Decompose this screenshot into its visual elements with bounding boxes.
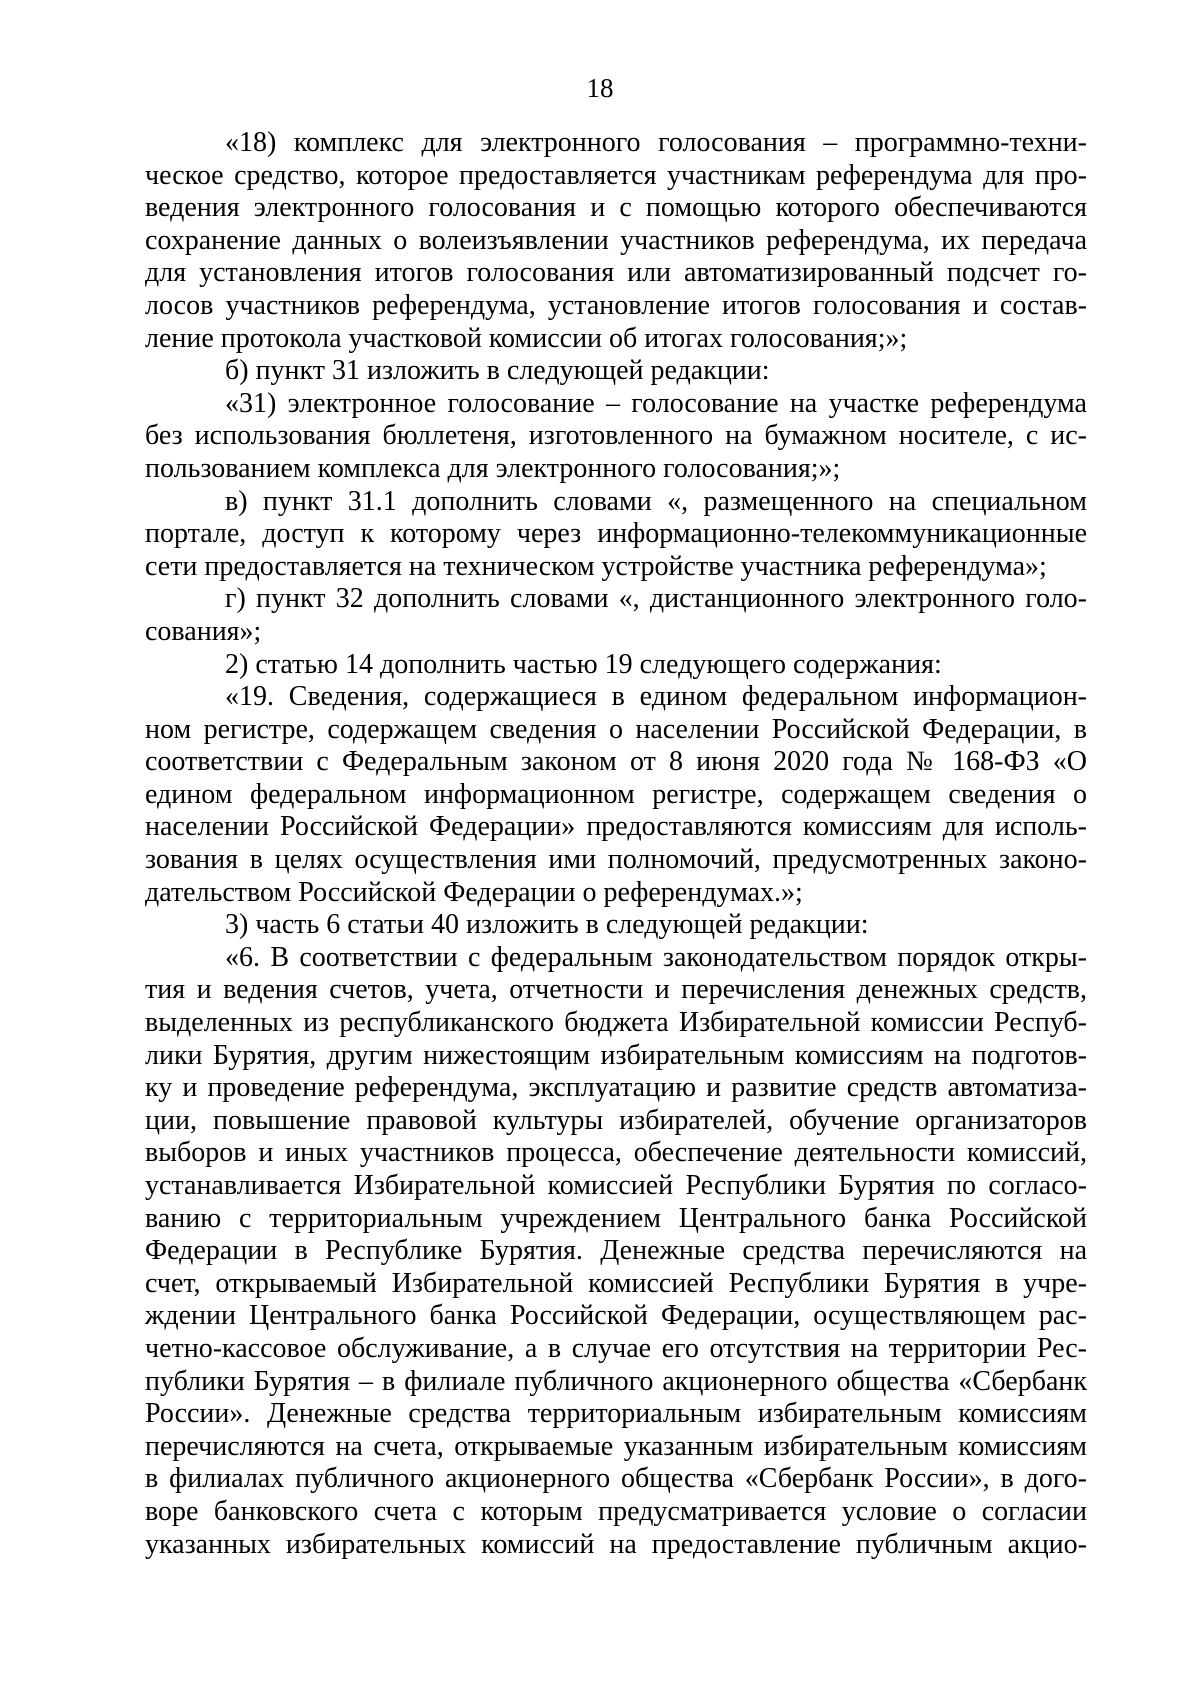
text-line: для установления итогов голосования или автоматизированный подсчет го- — [145, 257, 1087, 289]
text-line: сети предоставляется на техническом устройстве участника референдума»; — [145, 550, 1047, 582]
text-line: ку и проведение референдума, эксплуатацию и развитие средств автоматиза- — [145, 1072, 1087, 1104]
text-line: «19. Сведения, содержащиеся в едином федеральном информацион- — [225, 681, 1087, 713]
text-line: «6. В соответствии с федеральным законодательством порядок откры- — [225, 941, 1087, 973]
text-line: указанных избирательных комиссий на предоставление публичным акцио- — [145, 1528, 1087, 1560]
text-line: ведения электронного голосования и с помощью которого обеспечиваются — [145, 192, 1087, 224]
text-line: б) пункт 31 изложить в следующей редакции: — [225, 355, 770, 387]
text-line: счет, открываемый Избирательной комиссией Республики Бурятия в учре- — [145, 1267, 1087, 1299]
document-body — [145, 127, 1087, 1561]
text-line: едином федеральном информационном регистре, содержащем сведения о — [145, 778, 1087, 810]
text-line: воре банковского счета с которым предусматривается условие о согласии — [145, 1495, 1087, 1527]
text-line: четно-кассовое обслуживание, а в случае его отсутствия на территории Рес- — [145, 1332, 1087, 1364]
paragraph — [145, 355, 1087, 388]
text-line: выделенных из республиканского бюджета Избирательной комиссии Респуб- — [145, 1007, 1087, 1039]
text-line: портале, доступ к которому через информационно-телекоммуникационные — [145, 518, 1087, 550]
paragraph — [145, 486, 1087, 584]
text-line: устанавливается Избирательной комиссией Республики Бурятия по согласо- — [145, 1170, 1087, 1201]
paragraph — [145, 649, 1087, 682]
text-line: ческое средство, которое предоставляется участникам референдума для про- — [145, 159, 1087, 191]
text-line: сования»; — [145, 615, 262, 647]
paragraph — [145, 583, 1087, 648]
text-line: тия и ведения счетов, учета, отчетности и перечисления денежных средств, — [145, 974, 1087, 1006]
paragraph — [145, 942, 1087, 1561]
text-line: публики Бурятия – в филиале публичного акционерного общества «Сбербанк — [145, 1365, 1087, 1397]
text-line: ждении Центрального банка Российской Федерации, осуществляющем рас- — [145, 1300, 1087, 1332]
text-line: пользованием комплекса для электронного голосования;»; — [145, 452, 841, 484]
text-line: выборов и иных участников процесса, обеспечение деятельности комиссий, — [145, 1137, 1087, 1169]
text-line: 2) статью 14 дополнить частью 19 следующего содержания: — [225, 648, 942, 680]
text-line: России». Денежные средства территориальным избирательным комиссиям — [145, 1398, 1087, 1430]
paragraph — [145, 388, 1087, 486]
text-line: ном регистре, содержащем сведения о населении Российской Федерации, в — [145, 713, 1087, 745]
text-line: дательством Российской Федерации о референдумах.»; — [145, 876, 803, 908]
text-line: Федерации в Республике Бурятия. Денежные средства перечисляются на — [145, 1235, 1087, 1267]
text-line: лосов участников референдума, установление итогов голосования и состав- — [145, 289, 1087, 321]
text-line: ванию с территориальным учреждением Центрального банка Российской — [145, 1202, 1087, 1234]
paragraph — [145, 127, 1087, 355]
text-line: ции, повышение правовой культуры избирателей, обучение организаторов — [145, 1104, 1087, 1136]
page-number: 18 — [586, 73, 614, 103]
text-line: в филиалах публичного акционерного общества «Сбербанк России», в дого- — [145, 1463, 1087, 1495]
text-line: «31) электронное голосование – голосование на участке референдума — [225, 387, 1087, 419]
text-line: «18) комплекс для электронного голосования – программно-техни- — [225, 127, 1087, 158]
text-line: перечисляются на счета, открываемые указанным избирательным комиссиям — [145, 1430, 1087, 1462]
text-line: населении Российской Федерации» предоставляются комиссиям для исполь- — [145, 811, 1087, 843]
text-line: зования в целях осуществления ими полномочий, предусмотренных законо- — [145, 844, 1087, 876]
text-line: соответствии с Федеральным законом от 8 июня 2020 года № 168-ФЗ «О — [145, 746, 1087, 778]
text-line: сохранение данных о волеизъявлении участников референдума, их передача — [145, 224, 1087, 256]
text-line: без использования бюллетеня, изготовленного на бумажном носителе, с ис- — [145, 420, 1087, 452]
paragraph — [145, 909, 1087, 942]
text-line: в) пункт 31.1 дополнить словами «, размещенного на специальном — [225, 485, 1087, 517]
paragraph — [145, 681, 1087, 909]
text-line: ление протокола участковой комиссии об итогах голосования;»; — [145, 322, 908, 354]
text-line: 3) часть 6 статьи 40 изложить в следующей редакции: — [225, 909, 869, 941]
text-line: лики Бурятия, другим нижестоящим избирательным комиссиям на подготов- — [145, 1039, 1087, 1071]
text-line: г) пункт 32 дополнить словами «, дистанционного электронного голо- — [225, 583, 1087, 615]
